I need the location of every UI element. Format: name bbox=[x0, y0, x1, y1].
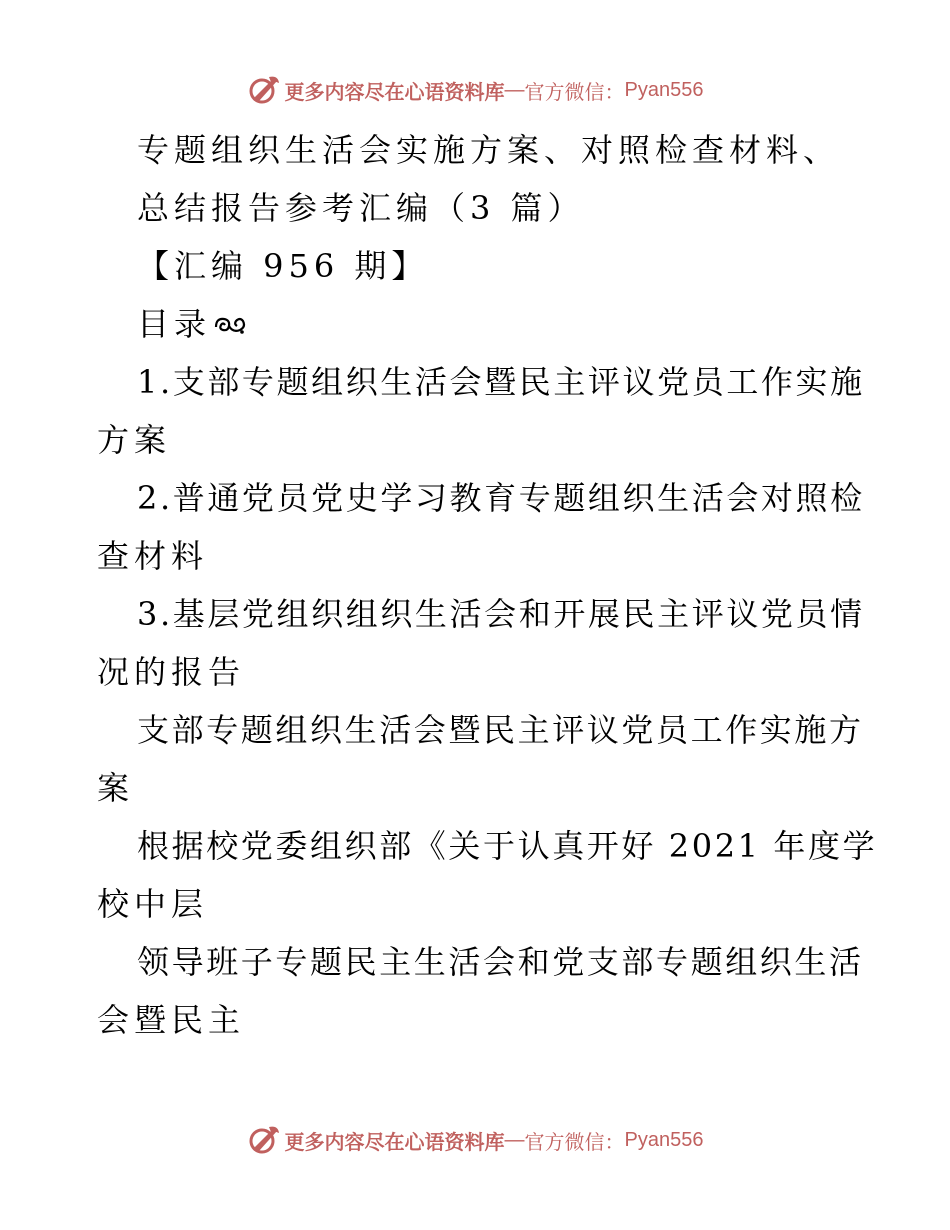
banner-dash: — bbox=[504, 78, 525, 101]
toc-item-2-line-2: 查材料 bbox=[97, 537, 209, 575]
doc-title-line-1: 专题组织生活会实施方案、对照检查材料、 bbox=[137, 131, 841, 169]
paragraph-1-line-1: 根据校党委组织部《关于认真开好 2021 年度学 bbox=[137, 827, 878, 865]
footer-main-text: 更多内容尽在心语资料库 bbox=[284, 1129, 505, 1154]
toc-item-2-line-1: 2.普通党员党史学习教育专题组织生活会对照检 bbox=[137, 479, 865, 517]
footer-banner bbox=[0, 1120, 950, 1160]
footer-wechat-label: 官方微信： bbox=[524, 1129, 625, 1154]
toc-item-3-line-2: 况的报告 bbox=[97, 653, 246, 691]
section-title-line-1: 支部专题组织生活会暨民主评议党员工作实施方 bbox=[137, 711, 864, 749]
paragraph-2-line-1: 领导班子专题民主生活会和党支部专题组织生活 bbox=[137, 943, 864, 981]
document-body bbox=[97, 121, 878, 1049]
toc-item-1-line-1: 1.支部专题组织生活会暨民主评议党员工作实施 bbox=[137, 363, 865, 401]
header-banner bbox=[0, 70, 950, 110]
footer-wechat-id: Pyan556 bbox=[624, 1128, 704, 1151]
footer-dash: — bbox=[504, 1128, 525, 1151]
banner-main-text: 更多内容尽在心语资料库 bbox=[284, 79, 505, 104]
toc-label: 目录 bbox=[137, 305, 212, 343]
quill-logo-icon bbox=[247, 73, 281, 107]
paragraph-1-line-2: 校中层 bbox=[97, 885, 209, 923]
section-title-line-2: 案 bbox=[97, 769, 135, 807]
quill-logo-icon bbox=[247, 1123, 281, 1157]
doc-issue: 【汇编 956 期】 bbox=[137, 247, 429, 285]
toc-heading bbox=[97, 295, 857, 353]
banner-wechat-label: 官方微信： bbox=[524, 79, 625, 104]
toc-item-1-line-2: 方案 bbox=[97, 421, 172, 459]
flourish-ornament-icon bbox=[213, 313, 247, 337]
banner-wechat-id: Pyan556 bbox=[624, 78, 704, 101]
paragraph-2-line-2: 会暨民主 bbox=[97, 1001, 246, 1039]
toc-item-3-line-1: 3.基层党组织组织生活会和开展民主评议党员情 bbox=[137, 595, 865, 633]
doc-title-line-2: 总结报告参考汇编（3 篇） bbox=[137, 189, 585, 227]
